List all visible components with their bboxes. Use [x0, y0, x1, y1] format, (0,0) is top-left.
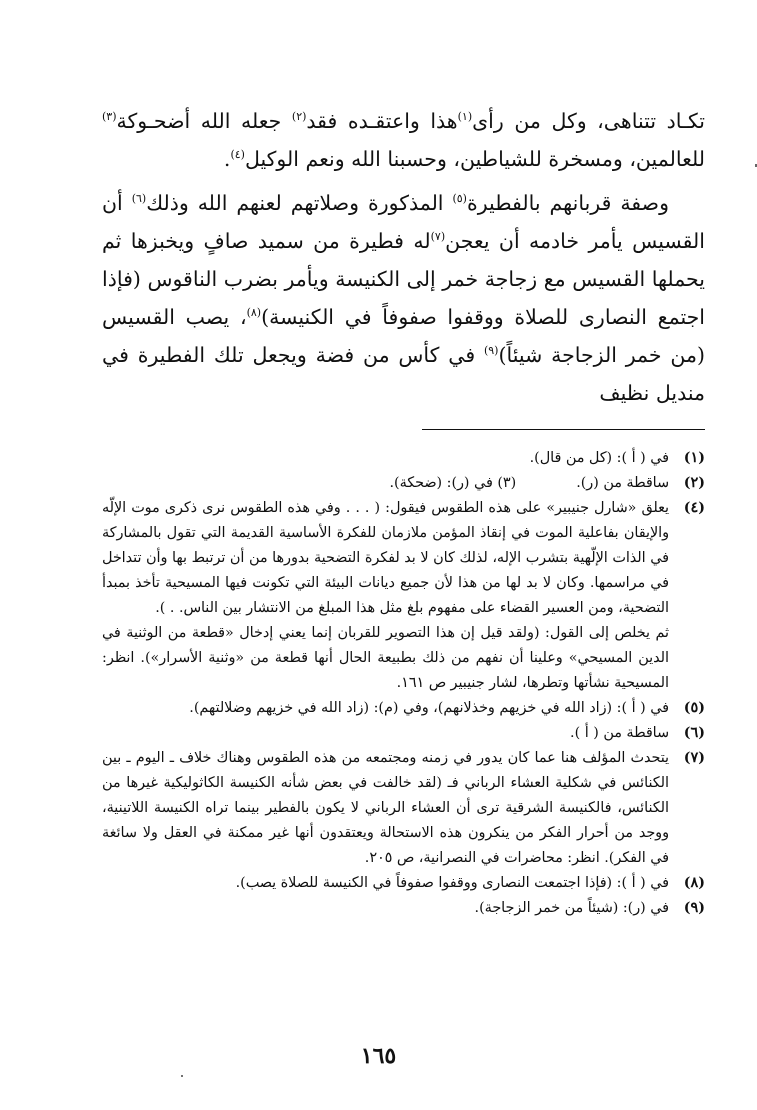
text-run: ، يصب القسيس (من خمر الزجاجة شيئاً) — [102, 305, 705, 367]
main-text — [102, 102, 705, 412]
footnote-number: (٧) — [683, 750, 705, 766]
footnote-1 — [102, 446, 705, 471]
text-run: هذا واعتقـده فقد — [306, 109, 458, 133]
note-marker: (٦) — [131, 192, 147, 206]
footnote-number: (٩) — [683, 900, 705, 916]
footnote-9 — [102, 896, 705, 921]
footnote-text: في ( أ ): (كل من قال). — [529, 450, 669, 466]
text-run: أن القسيس يأمر خادمه أن يعجن — [102, 191, 705, 253]
text-run: المذكورة وصلاتهم لعنهم الله وذلك — [146, 191, 453, 215]
page-number: ١٦٥ — [360, 1043, 397, 1069]
footnote-separator — [422, 429, 705, 430]
footnote-2-text: ساقطة من (ر). — [576, 475, 669, 491]
note-marker: (٥) — [452, 192, 467, 206]
footnote-number: (٤) — [683, 500, 705, 516]
paragraph-2 — [102, 184, 705, 412]
text-run: وصفة قربانهم بالفطيرة — [466, 191, 669, 215]
note-marker: (٨) — [246, 306, 262, 320]
footnote-number: (٢) — [683, 475, 705, 491]
footnote-4 — [102, 496, 705, 621]
note-marker: (١) — [457, 110, 473, 124]
footnotes — [102, 446, 705, 921]
footnote-number: (٥) — [683, 700, 705, 716]
footnote-4-continuation — [102, 621, 705, 696]
text-run: جعله الله أضحـوكة — [116, 109, 292, 133]
text-run: للعالمين، ومسخرة للشياطين، وحسبنا الله ونعم الوكيل — [244, 147, 705, 171]
footnote-6 — [102, 721, 705, 746]
footnote-text — [102, 471, 669, 496]
note-marker: (٢) — [291, 110, 307, 124]
speck — [181, 1075, 183, 1077]
footnote-text: في ( أ ): (زاد الله في خزيهم وخذلانهم)، وفي (م): (زاد الله في خزيهم وضلالتهم). — [189, 700, 669, 716]
footnote-text: يتحدث المؤلف هنا عما كان يدور في زمنه ومجتمعه من هذه الطقوس وهناك خلاف ـ اليوم ـ بين الكنائس في شكلية العشاء الرباني فـ (لقد خالفت في بعض شأنه الكنيسة الكاثوليكية غيرها من الكنائس، فالكنيسة الشرقية ترى أن العشاء الرباني لا يكون بالفطير بينما تراه الكنيسة اللاتينية، ووجد من أحرار الفكر من ينكرون هذه الاستحالة ويعتقدون أنها غير ممكنة في العقل ولا سائغة في الفكر). انظر: محاضرات في النصرانية، ص ٢٠٥. — [102, 750, 669, 866]
footnote-text: ساقطة من ( أ ). — [570, 725, 669, 741]
footnote-text: يعلق «شارل جنيبير» على هذه الطقوس فيقول: ( . . . وفي هذه الطقوس نرى ذكرى موت الإلّه والإيقان بفاعلية الموت في إنقاذ المؤمن ملازمان للفكرة الأساسية القديمة التي تقول بالمشاركة في الذات الإلّهية بتشرب الإله، لذلك كان لا بد لفكرة التضحية بدورها من أن ترتبط بها وأن تتداخل في مراسمها. وكان لا بد لها من هذا لأن جميع ديانات البيئة التي تكونت فيها المسيحية تأخذ بمبدأ التضحية، ومن العسير القضاء على مفهوم بلغ مثل هذا المبلغ من الانتشار بين الناس. . ). — [102, 500, 669, 616]
text-run: . — [223, 147, 231, 171]
note-marker: (٣) — [102, 110, 117, 124]
footnote-8 — [102, 871, 705, 896]
footnote-number: (١) — [683, 450, 705, 466]
footnote-text: في (ر): (شيئاً من خمر الزجاجة). — [474, 900, 669, 916]
text-run: في كأس من فضة ويجعل تلك الفطيرة في منديل نظيف — [102, 343, 705, 405]
text-run: تكـاد تتناهى، وكل من رأى — [472, 109, 705, 133]
footnote-7 — [102, 746, 705, 871]
note-marker: (٤) — [230, 148, 245, 162]
footnote-2 — [102, 471, 705, 496]
footnote-text: ثم يخلص إلى القول: (ولقد قيل إن هذا التصوير للقربان إنما يعني إدخال «قطعة من الوثنية في الدين المسيحي» وعلينا أن نفهم من ذلك بطبيعة الحال أنها قطعة من «وثنية الأسرار»). انظر: المسيحية نشأتها وتطرها، لشار جنيبير ص ١٦١. — [102, 625, 669, 691]
footnote-number: (٨) — [683, 875, 705, 891]
footnote-3-text: (٣) في (ر): (ضحكة). — [389, 475, 517, 491]
paragraph-1 — [102, 102, 705, 178]
page — [102, 102, 705, 1092]
footnote-text: في ( أ ): (فإذا اجتمعت النصارى ووقفوا صفوفاً في الكنيسة للصلاة يصب). — [235, 875, 669, 891]
footnote-number: (٦) — [683, 725, 705, 741]
text-run: له فطيرة من سميد صافٍ ويخبزها ثم يحملها القسيس مع زجاجة خمر إلى الكنيسة ويأمر بضرب الناقوس (فإذا اجتمع النصارى للصلاة ووقفوا صفوفاً في الكنيسة) — [102, 229, 706, 329]
note-marker: (٩) — [483, 344, 499, 358]
footnote-5 — [102, 696, 705, 721]
note-marker: (٧) — [430, 230, 446, 244]
